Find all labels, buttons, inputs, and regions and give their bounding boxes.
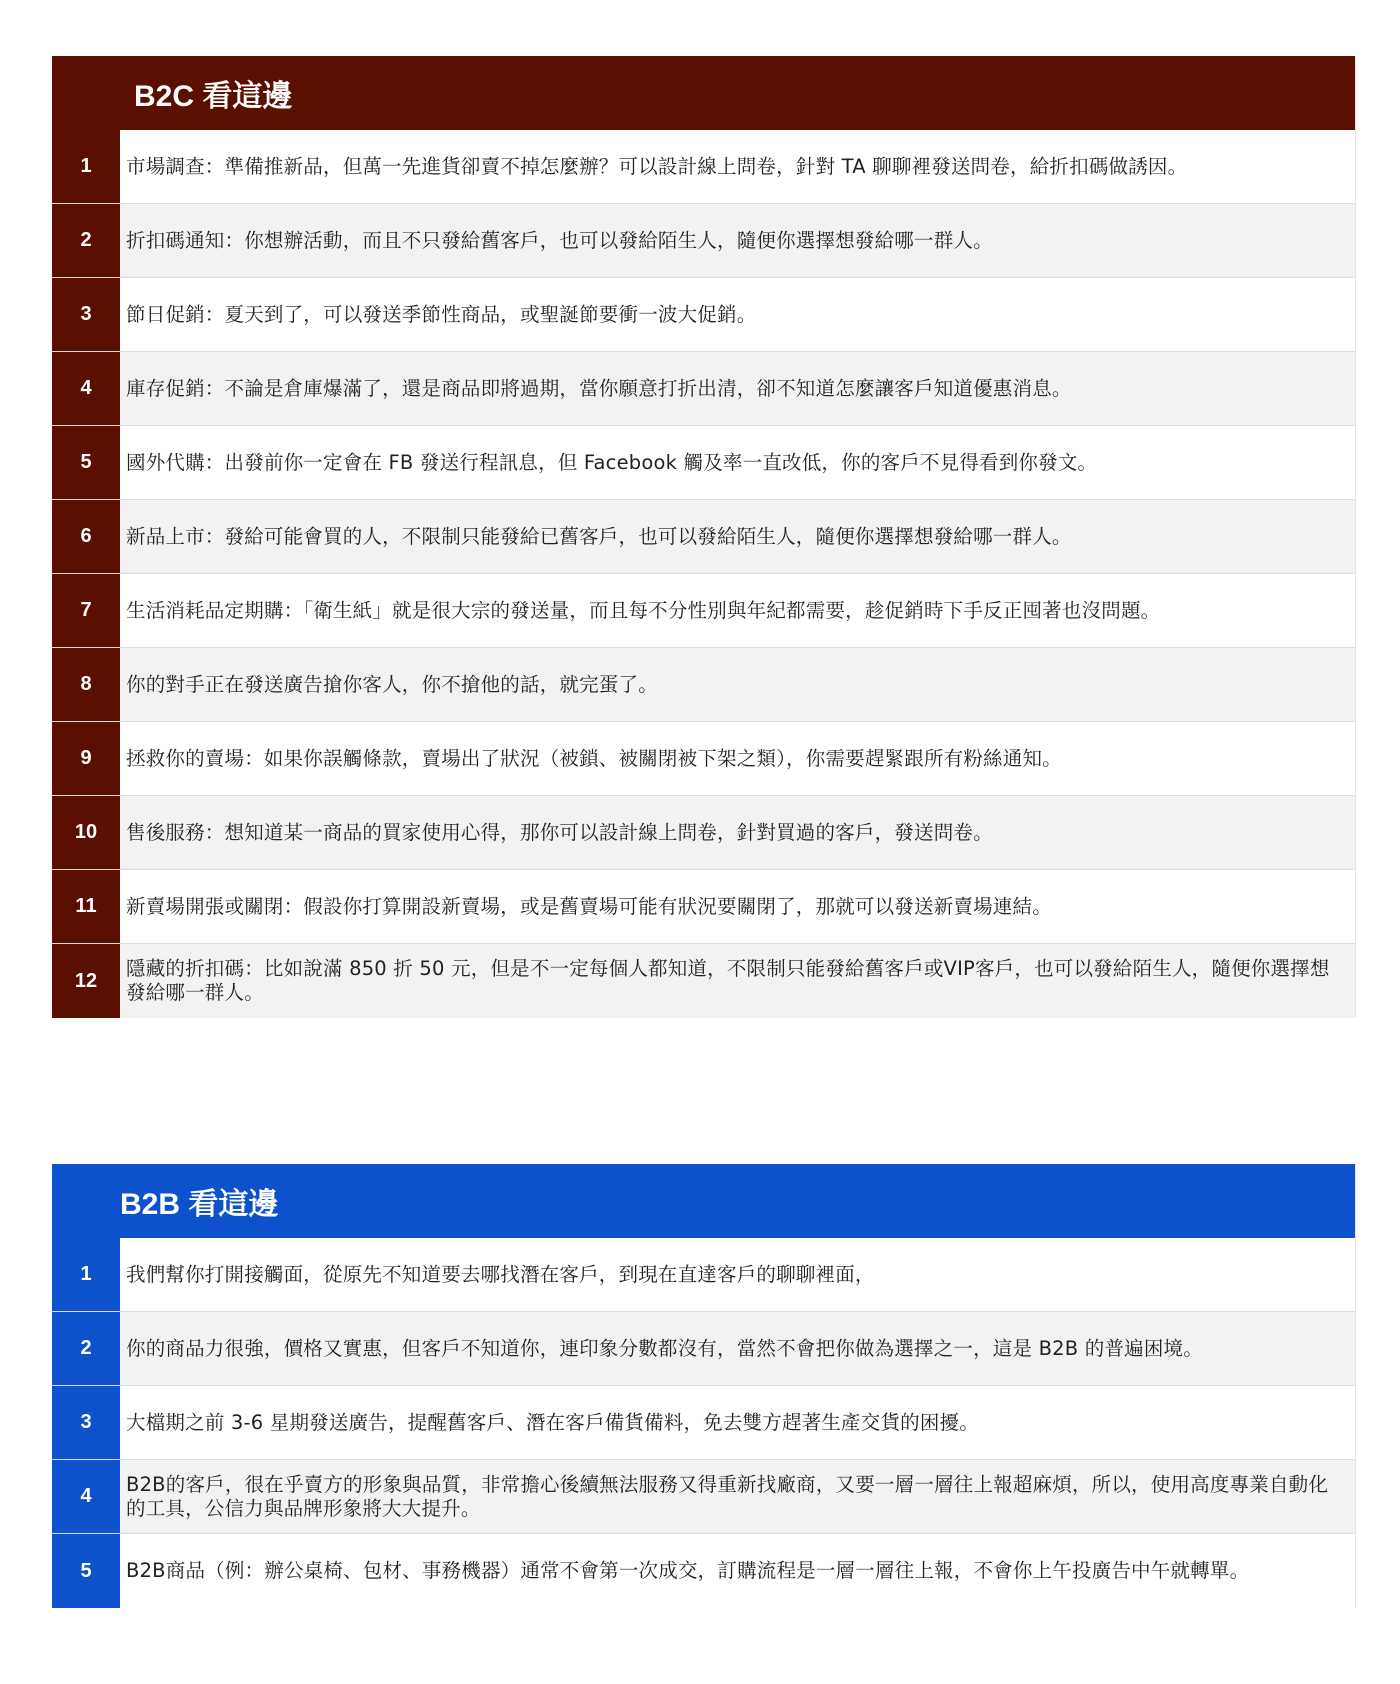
row-number: 4 bbox=[52, 352, 120, 425]
row-text: 我們幫你打開接觸面，從原先不知道要去哪找潛在客戶，到現在直達客戶的聊聊裡面， bbox=[120, 1238, 1355, 1311]
row-number: 7 bbox=[52, 574, 120, 647]
b2c-title: B2C 看這邊 bbox=[134, 80, 293, 113]
row-text: 新賣場開張或關閉：假設你打算開設新賣場，或是舊賣場可能有狀況要關閉了，那就可以發送新賣場連結。 bbox=[120, 870, 1355, 943]
row-text: B2B的客戶，很在乎賣方的形象與品質，非常擔心後續無法服務又得重新找廠商，又要一層一層往上報超麻煩，所以，使用高度專業自動化的工具，公信力與品牌形象將大大提升。 bbox=[120, 1460, 1355, 1533]
list-item bbox=[52, 648, 1355, 722]
row-text: 折扣碼通知：你想辦活動，而且不只發給舊客戶，也可以發給陌生人，隨便你選擇想發給哪一群人。 bbox=[120, 204, 1355, 277]
row-number: 10 bbox=[52, 796, 120, 869]
row-number: 5 bbox=[52, 1534, 120, 1608]
list-item bbox=[52, 1534, 1355, 1608]
row-text: 大檔期之前 3-6 星期發送廣告，提醒舊客戶、潛在客戶備貨備料，免去雙方趕著生產交貨的困擾。 bbox=[120, 1386, 1355, 1459]
row-number: 2 bbox=[52, 1312, 120, 1385]
row-text: 售後服務：想知道某一商品的買家使用心得，那你可以設計線上問卷，針對買過的客戶，發送問卷。 bbox=[120, 796, 1355, 869]
row-text: 新品上市：發給可能會買的人，不限制只能發給已舊客戶，也可以發給陌生人，隨便你選擇想發給哪一群人。 bbox=[120, 500, 1355, 573]
row-text: 拯救你的賣場：如果你誤觸條款，賣場出了狀況（被鎖、被關閉被下架之類），你需要趕緊跟所有粉絲通知。 bbox=[120, 722, 1355, 795]
b2b-section bbox=[52, 1164, 1356, 1608]
row-text: 你的商品力很強，價格又實惠，但客戶不知道你，連印象分數都沒有，當然不會把你做為選擇之一，這是 B2B 的普遍困境。 bbox=[120, 1312, 1355, 1385]
row-number: 1 bbox=[52, 130, 120, 203]
row-number: 12 bbox=[52, 944, 120, 1018]
row-text: 市場調查：準備推新品，但萬一先進貨卻賣不掉怎麼辦？可以設計線上問卷，針對 TA 聊聊裡發送問卷，給折扣碼做誘因。 bbox=[120, 130, 1355, 203]
list-item bbox=[52, 870, 1355, 944]
row-text: 庫存促銷：不論是倉庫爆滿了，還是商品即將過期，當你願意打折出清，卻不知道怎麼讓客戶知道優惠消息。 bbox=[120, 352, 1355, 425]
row-number: 1 bbox=[52, 1238, 120, 1311]
list-item bbox=[52, 1238, 1355, 1312]
list-item bbox=[52, 278, 1355, 352]
list-item bbox=[52, 722, 1355, 796]
row-text: 國外代購：出發前你一定會在 FB 發送行程訊息，但 Facebook 觸及率一直改低，你的客戶不見得看到你發文。 bbox=[120, 426, 1355, 499]
row-number: 3 bbox=[52, 1386, 120, 1459]
row-number: 9 bbox=[52, 722, 120, 795]
row-number: 4 bbox=[52, 1460, 120, 1533]
row-number: 8 bbox=[52, 648, 120, 721]
row-number: 11 bbox=[52, 870, 120, 943]
list-item bbox=[52, 796, 1355, 870]
row-text: 生活消耗品定期購：「衛生紙」就是很大宗的發送量，而且每不分性別與年紀都需要，趁促銷時下手反正囤著也沒問題。 bbox=[120, 574, 1355, 647]
list-item bbox=[52, 500, 1355, 574]
list-item bbox=[52, 130, 1355, 204]
list-item bbox=[52, 1312, 1355, 1386]
list-item bbox=[52, 1460, 1355, 1534]
b2b-title: B2B 看這邊 bbox=[120, 1188, 279, 1221]
list-item bbox=[52, 574, 1355, 648]
b2b-list bbox=[52, 1238, 1355, 1608]
row-number: 3 bbox=[52, 278, 120, 351]
b2c-section bbox=[52, 56, 1356, 1018]
list-item bbox=[52, 204, 1355, 278]
list-item bbox=[52, 426, 1355, 500]
b2c-list bbox=[52, 130, 1355, 1018]
b2b-header bbox=[52, 1164, 1355, 1238]
row-number: 2 bbox=[52, 204, 120, 277]
row-text: 隱藏的折扣碼：比如說滿 850 折 50 元，但是不一定每個人都知道，不限制只能發給舊客戶或VIP客戶，也可以發給陌生人，隨便你選擇想發給哪一群人。 bbox=[120, 944, 1355, 1018]
row-text: B2B商品（例：辦公桌椅、包材、事務機器）通常不會第一次成交，訂購流程是一層一層往上報，不會你上午投廣告中午就轉單。 bbox=[120, 1534, 1355, 1608]
row-text: 你的對手正在發送廣告搶你客人，你不搶他的話，就完蛋了。 bbox=[120, 648, 1355, 721]
row-number: 5 bbox=[52, 426, 120, 499]
list-item bbox=[52, 1386, 1355, 1460]
row-number: 6 bbox=[52, 500, 120, 573]
b2c-header bbox=[52, 56, 1355, 130]
list-item bbox=[52, 352, 1355, 426]
row-text: 節日促銷：夏天到了，可以發送季節性商品，或聖誕節要衝一波大促銷。 bbox=[120, 278, 1355, 351]
list-item bbox=[52, 944, 1355, 1018]
